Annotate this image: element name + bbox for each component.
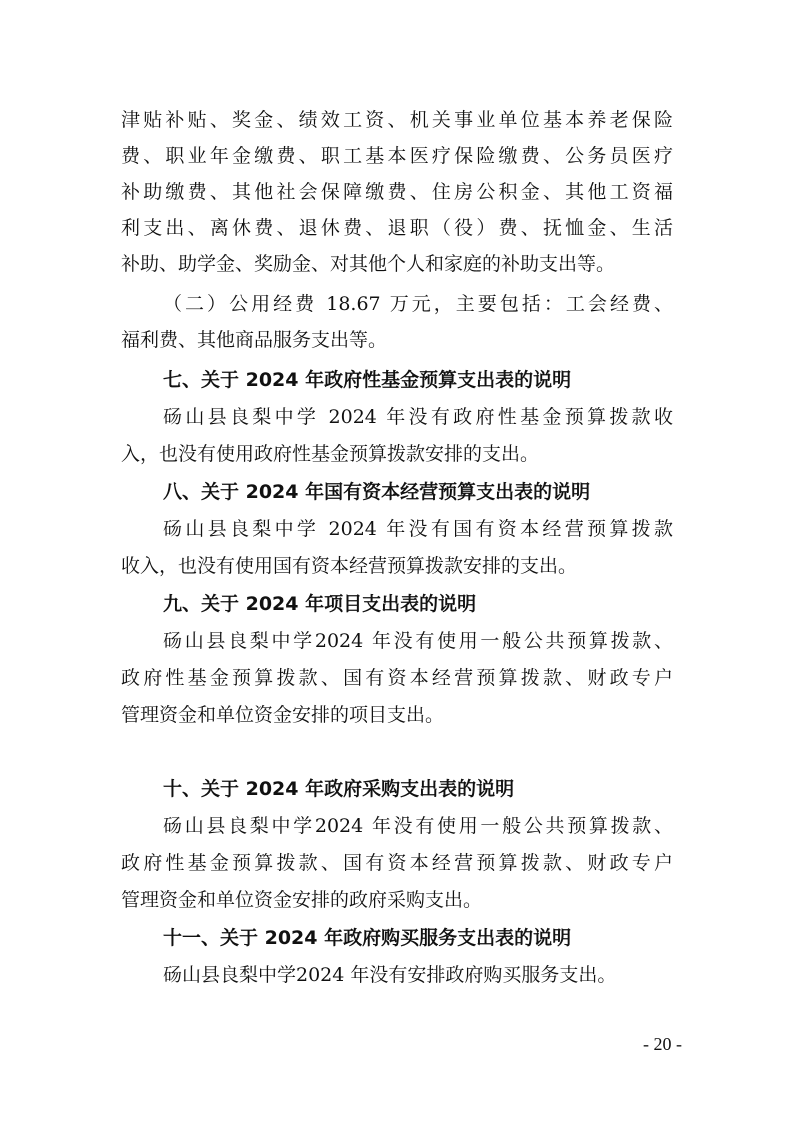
body-line: 补助、助学金、奖励金、对其他个人和家庭的补助支出等。 — [121, 253, 616, 275]
body-line: 政府性基金预算拨款、国有资本经营预算拨款、财政专户 — [121, 667, 673, 689]
body-line: 费、职业年金缴费、职工基本医疗保险缴费、公务员医疗 — [121, 145, 673, 167]
section-heading-11: 十一、关于 2024 年政府购买服务支出表的说明 — [163, 927, 572, 949]
body-line: 利支出、离休费、退休费、退职（役）费、抚恤金、生活 — [121, 217, 673, 239]
body-line: 入，也没有使用政府性基金预算拨款安排的支出。 — [121, 443, 540, 465]
section-heading-7: 七、关于 2024 年政府性基金预算支出表的说明 — [163, 369, 572, 391]
body-line: 补助缴费、其他社会保障缴费、住房公积金、其他工资福 — [121, 181, 673, 203]
body-line: 管理资金和单位资金安排的政府采购支出。 — [121, 889, 483, 911]
page-number: - 20 - — [643, 1034, 682, 1054]
body-line: 福利费、其他商品服务支出等。 — [121, 329, 388, 351]
body-line: 砀山县良梨中学2024 年没有使用一般公共预算拨款、 — [163, 815, 673, 837]
body-line: 砀山县良梨中学2024 年没有使用一般公共预算拨款、 — [163, 630, 673, 652]
body-line: 砀山县良梨中学 2024 年没有政府性基金预算拨款收 — [163, 406, 673, 428]
body-line: （二）公用经费 18.67 万元，主要包括：工会经费、 — [163, 293, 673, 315]
body-line: 砀山县良梨中学 2024 年没有国有资本经营预算拨款 — [163, 518, 673, 540]
body-line: 收入，也没有使用国有资本经营预算拨款安排的支出。 — [121, 555, 578, 577]
body-line: 管理资金和单位资金安排的项目支出。 — [121, 704, 445, 726]
body-line: 津贴补贴、奖金、绩效工资、机关事业单位基本养老保险 — [121, 109, 673, 131]
section-heading-9: 九、关于 2024 年项目支出表的说明 — [163, 593, 477, 615]
body-line: 砀山县良梨中学2024 年没有安排政府购买服务支出。 — [163, 964, 617, 986]
body-line: 政府性基金预算拨款、国有资本经营预算拨款、财政专户 — [121, 852, 673, 874]
section-heading-10: 十、关于 2024 年政府采购支出表的说明 — [163, 778, 515, 800]
section-heading-8: 八、关于 2024 年国有资本经营预算支出表的说明 — [163, 481, 591, 503]
